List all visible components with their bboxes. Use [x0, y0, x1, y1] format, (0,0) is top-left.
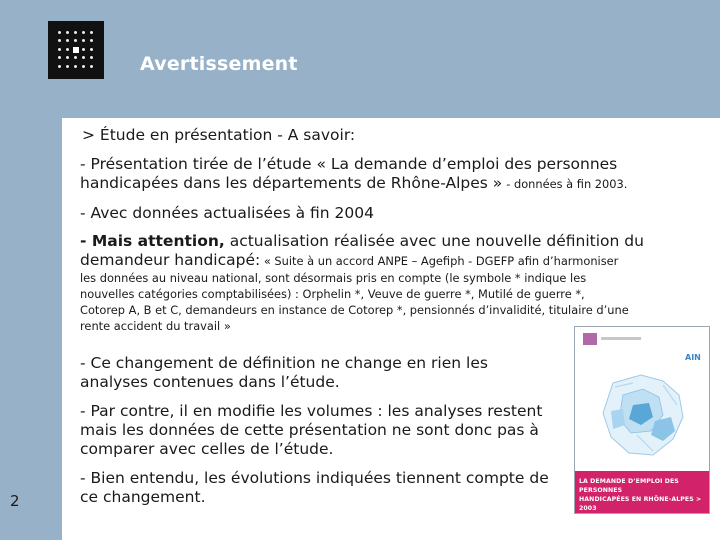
attention-label: - Mais attention, — [80, 232, 225, 250]
paragraph-note-line: rente accident du travail » — [80, 319, 231, 333]
paragraph-line: comparer avec celles de l’étude. — [80, 440, 334, 458]
paragraph-line — [80, 251, 644, 270]
cover-title — [579, 477, 705, 513]
paragraph-text: demandeur handicapé: — [80, 251, 261, 269]
paragraph-text: handicapées dans les départements de Rhône-Alpes » — [80, 174, 503, 192]
paragraph-attention — [80, 232, 644, 334]
cover-title-band — [575, 471, 709, 513]
paragraph-no-change — [80, 354, 488, 392]
paragraph-updated-data: - Avec données actualisées à fin 2004 — [80, 204, 374, 222]
paragraph-note-line: nouvelles catégories comptabilisées) : Orphelin *, Veuve de guerre *, Mutilé de guerre *, — [80, 287, 585, 301]
paragraph-volumes — [80, 402, 542, 459]
paragraph-line: - Par contre, il en modifie les volumes : les analyses restent — [80, 402, 543, 420]
study-cover-image — [574, 326, 710, 514]
logo — [48, 21, 104, 79]
section-subtitle: > Étude en présentation - A savoir: — [82, 126, 356, 144]
cover-title-line: HANDICAPÉES EN RHÔNE-ALPES > 2003 — [579, 496, 702, 512]
department-map-icon — [593, 365, 693, 465]
paragraph-line: analyses contenues dans l’étude. — [80, 373, 340, 391]
paragraph-line: - Ce changement de définition ne change en rien les — [80, 354, 488, 372]
paragraph-note-line: les données au niveau national, sont désormais pris en compte (le symbole * indique les — [80, 271, 587, 285]
cover-logo-icon — [583, 333, 597, 345]
paragraph-evolutions — [80, 469, 549, 507]
cover-department-code: AIN — [685, 353, 701, 362]
paragraph-note: - données à fin 2003. — [506, 177, 628, 191]
page-title: Avertissement — [140, 53, 298, 75]
paragraph-note: « Suite à un accord ANPE – Agefiph - DGEFP afin d’harmoniser — [260, 254, 619, 268]
cover-publisher-line — [601, 337, 641, 340]
paragraph-line — [80, 174, 627, 193]
paragraph-line: ce changement. — [80, 488, 206, 506]
page-number: 2 — [10, 492, 20, 510]
cover-title-line: LA DEMANDE D’EMPLOI DES PERSONNES — [579, 478, 679, 494]
paragraph-line: - Bien entendu, les évolutions indiquées tiennent compte de — [80, 469, 549, 487]
paragraph-line — [80, 232, 644, 251]
paragraph-line: mais les données de cette présentation ne sont donc pas à — [80, 421, 539, 439]
logo-dot-grid-icon — [56, 29, 96, 71]
paragraph-line: - Présentation tirée de l’étude « La demande d’emploi des personnes — [80, 155, 618, 173]
paragraph-note-line: Cotorep A, B et C, demandeurs en instance de Cotorep *, pensionnés d’invalidité, titulaire d’une — [80, 303, 629, 317]
paragraph-text: actualisation réalisée avec une nouvelle définition du — [224, 232, 644, 250]
paragraph-source — [80, 155, 627, 193]
